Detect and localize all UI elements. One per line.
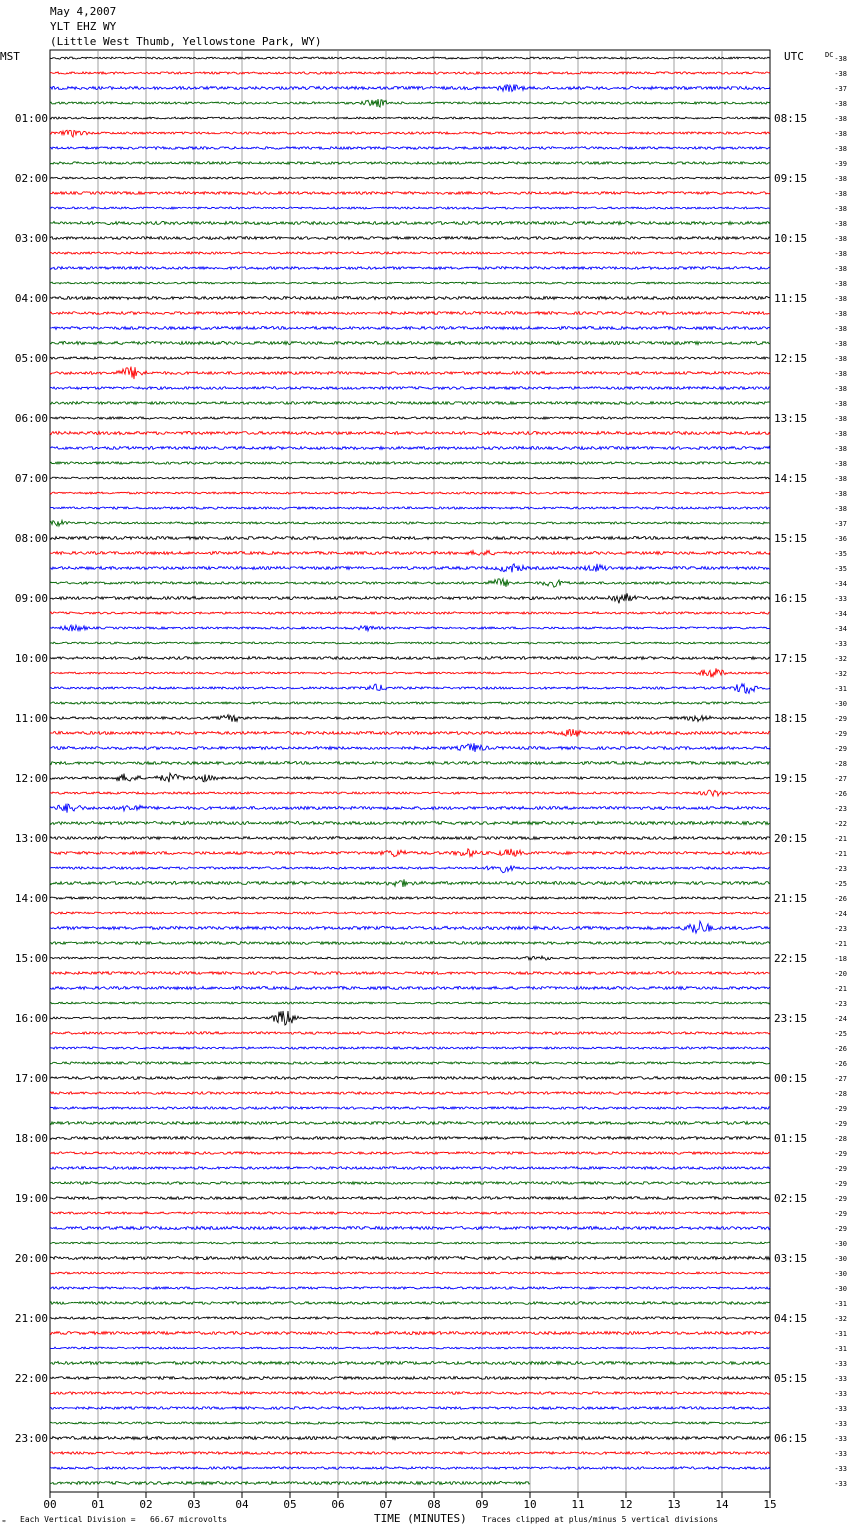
dc-offset-label: -38 (834, 430, 847, 438)
seismic-trace (50, 1032, 770, 1034)
utc-hour-label: 04:15 (774, 1312, 808, 1325)
seismic-trace (50, 1212, 770, 1214)
dc-offset-label: -20 (834, 970, 847, 978)
mst-hour-label: 10:00 (14, 652, 48, 665)
seismic-trace (50, 282, 770, 284)
utc-hour-label: 10:15 (774, 232, 808, 245)
x-axis-title: TIME (MINUTES) (374, 1512, 467, 1525)
dc-offset-label: -38 (834, 100, 847, 108)
dc-offset-label: -29 (834, 1210, 847, 1218)
seismic-trace (50, 520, 770, 526)
dc-offset-label: -28 (834, 1135, 847, 1143)
seismic-trace (50, 1107, 770, 1109)
seismic-trace (50, 1011, 770, 1025)
mst-hour-label: 18:00 (14, 1132, 48, 1145)
dc-offset-label: -26 (834, 895, 847, 903)
dc-offset-label: -39 (834, 160, 847, 168)
seismic-trace (50, 1317, 770, 1319)
dc-offset-label: -32 (834, 655, 847, 663)
mst-hour-label: 17:00 (14, 1072, 48, 1085)
x-tick-label: 03 (187, 1498, 201, 1511)
dc-offset-label: -21 (834, 940, 847, 948)
mst-hour-label: 05:00 (14, 352, 48, 365)
dc-offset-label: -26 (834, 790, 847, 798)
mst-hour-label: 13:00 (14, 832, 48, 845)
dc-offset-label: -33 (834, 1465, 847, 1473)
seismic-trace (50, 297, 770, 300)
mst-hour-label: 14:00 (14, 892, 48, 905)
seismic-trace (50, 612, 770, 614)
seismic-trace (50, 715, 770, 722)
dc-offset-label: -18 (834, 955, 847, 963)
seismic-trace (50, 1407, 770, 1409)
x-tick-label: 13 (667, 1498, 681, 1511)
seismic-trace (50, 1422, 770, 1424)
dc-offset-label: -27 (834, 1075, 847, 1083)
seismic-trace (50, 987, 770, 990)
seismic-trace (50, 207, 770, 209)
dc-offset-label: -36 (834, 535, 847, 543)
seismic-trace (50, 866, 770, 873)
seismic-trace (50, 99, 770, 107)
dc-offset-label: -38 (834, 325, 847, 333)
seismic-trace (50, 507, 770, 509)
dc-offset-label: -32 (834, 1315, 847, 1323)
dc-offset-label: -38 (834, 370, 847, 378)
x-tick-label: 02 (139, 1498, 153, 1511)
seismic-trace (50, 1437, 770, 1440)
seismic-trace (50, 579, 770, 587)
seismic-trace (50, 117, 770, 119)
utc-hour-label: 05:15 (774, 1372, 808, 1385)
seismic-trace (50, 1122, 770, 1125)
dc-offset-label: -29 (834, 1195, 847, 1203)
x-tick-label: 05 (283, 1498, 297, 1511)
dc-offset-label: -38 (834, 115, 847, 123)
dc-offset-label: -33 (834, 1360, 847, 1368)
dc-offset-label: -24 (834, 910, 847, 918)
utc-hour-label: 01:15 (774, 1132, 808, 1145)
dc-offset-label: -38 (834, 460, 847, 468)
seismic-trace (50, 312, 770, 315)
dc-offset-label: -30 (834, 1255, 847, 1263)
station-code: YLT EHZ WY (50, 20, 117, 33)
x-tick-label: 09 (475, 1498, 489, 1511)
seismic-trace (50, 1227, 770, 1230)
dc-offset-label: -38 (834, 295, 847, 303)
dc-offset-label: -38 (834, 475, 847, 483)
dc-offset-label: -33 (834, 1435, 847, 1443)
clipping-note: Traces clipped at plus/minus 5 vertical divisions (482, 1515, 719, 1524)
dc-offset-label: -31 (834, 1330, 847, 1338)
chart-date: May 4,2007 (50, 5, 117, 18)
seismic-trace (50, 1467, 770, 1469)
dc-offset-label: -23 (834, 925, 847, 933)
mst-hour-label: 03:00 (14, 232, 48, 245)
seismic-trace (50, 1347, 770, 1349)
dc-offset-label: -31 (834, 685, 847, 693)
seismic-trace (50, 327, 770, 330)
seismic-trace (50, 668, 770, 677)
dc-offset-label: -38 (834, 70, 847, 78)
x-tick-label: 14 (715, 1498, 729, 1511)
dc-offset-label: -38 (834, 310, 847, 318)
seismic-trace (50, 804, 770, 813)
mst-hour-label: 12:00 (14, 772, 48, 785)
dc-offset-label: -38 (834, 355, 847, 363)
dc-offset-label: -38 (834, 220, 847, 228)
seismic-trace (50, 684, 770, 694)
seismic-trace (50, 1197, 770, 1200)
dc-offset-label: -21 (834, 850, 847, 858)
mst-hour-label: 21:00 (14, 1312, 48, 1325)
seismic-trace (50, 432, 770, 435)
seismic-trace (50, 147, 770, 150)
dc-offset-label: -29 (834, 1180, 847, 1188)
dc-offset-label: -21 (834, 835, 847, 843)
x-tick-label: 10 (523, 1498, 537, 1511)
dc-offset-label: -38 (834, 385, 847, 393)
x-tick-label: 15 (763, 1498, 777, 1511)
dc-offset-label: -38 (834, 235, 847, 243)
seismic-trace (50, 564, 770, 573)
x-tick-label: 00 (43, 1498, 57, 1511)
seismic-trace (50, 252, 770, 254)
seismic-trace (50, 790, 770, 796)
x-tick-label: 06 (331, 1498, 345, 1511)
seismic-trace (50, 237, 770, 240)
seismic-trace (50, 702, 770, 704)
dc-offset-label: -38 (834, 415, 847, 423)
seismic-trace (50, 72, 770, 74)
dc-offset-label: -26 (834, 1045, 847, 1053)
mst-hour-label: 15:00 (14, 952, 48, 965)
seismic-trace (50, 1242, 770, 1244)
seismic-trace (50, 341, 770, 344)
seismic-trace (50, 162, 770, 164)
seismic-trace (50, 921, 770, 933)
dc-offset-label: -23 (834, 1000, 847, 1008)
seismic-trace (50, 762, 770, 765)
dc-offset-label: -33 (834, 1420, 847, 1428)
utc-hour-label: 13:15 (774, 412, 808, 425)
utc-hour-label: 21:15 (774, 892, 808, 905)
seismic-trace (50, 956, 770, 960)
station-location: (Little West Thumb, Yellowstone Park, WY) (50, 35, 322, 48)
seismic-trace (50, 462, 770, 464)
dc-offset-label: -34 (834, 610, 847, 618)
right-axis-label: UTC (784, 50, 804, 63)
dc-offset-label: -29 (834, 1165, 847, 1173)
usgs-mark: ≈ (2, 1518, 6, 1525)
mst-hour-label: 23:00 (14, 1432, 48, 1445)
dc-offset-label: -21 (834, 985, 847, 993)
dc-offset-label: -38 (834, 130, 847, 138)
seismic-trace (50, 743, 770, 752)
dc-offset-label: -29 (834, 1120, 847, 1128)
utc-hour-label: 14:15 (774, 472, 808, 485)
x-tick-label: 12 (619, 1498, 633, 1511)
seismic-trace (50, 1047, 770, 1049)
mst-hour-label: 07:00 (14, 472, 48, 485)
x-tick-label: 07 (379, 1498, 393, 1511)
dc-offset-label: -26 (834, 1060, 847, 1068)
dc-offset-label: -33 (834, 595, 847, 603)
seismic-trace (50, 192, 770, 195)
x-tick-label: 04 (235, 1498, 249, 1511)
seismic-trace (50, 912, 770, 914)
dc-offset-label: -33 (834, 1375, 847, 1383)
seismic-trace (50, 357, 770, 359)
dc-offset-label: -29 (834, 1225, 847, 1233)
mst-hour-label: 04:00 (14, 292, 48, 305)
mst-hour-label: 08:00 (14, 532, 48, 545)
seismic-trace (50, 625, 770, 631)
mst-hour-label: 01:00 (14, 112, 48, 125)
seismic-trace (50, 1092, 770, 1094)
plot-frame (50, 50, 770, 1492)
dc-offset-label: -35 (834, 550, 847, 558)
seismic-trace (50, 1062, 770, 1064)
dc-offset-label: -33 (834, 1390, 847, 1398)
seismic-trace (50, 492, 770, 494)
mst-hour-label: 22:00 (14, 1372, 48, 1385)
dc-offset-label: -33 (834, 1405, 847, 1413)
dc-offset-label: -38 (834, 280, 847, 288)
dc-offset-label: -25 (834, 1030, 847, 1038)
x-tick-label: 08 (427, 1498, 441, 1511)
dc-offset-label: -22 (834, 820, 847, 828)
mst-hour-label: 09:00 (14, 592, 48, 605)
dc-offset-label: -23 (834, 805, 847, 813)
dc-offset-label: -32 (834, 670, 847, 678)
utc-hour-label: 19:15 (774, 772, 808, 785)
dc-offset-label: -38 (834, 490, 847, 498)
seismic-trace (50, 1302, 770, 1305)
utc-hour-label: 20:15 (774, 832, 808, 845)
dc-offset-label: -34 (834, 625, 847, 633)
seismic-trace (50, 879, 770, 887)
dc-offset-label: -28 (834, 760, 847, 768)
seismic-trace (50, 57, 770, 59)
dc-offset-label: -29 (834, 730, 847, 738)
utc-hour-label: 12:15 (774, 352, 808, 365)
seismic-trace (50, 897, 770, 899)
seismic-trace (50, 1392, 770, 1395)
dc-offset-label: -38 (834, 265, 847, 273)
dc-offset-label: -24 (834, 1015, 847, 1023)
seismic-trace (50, 1332, 770, 1335)
dc-offset-label: -31 (834, 1345, 847, 1353)
utc-hour-label: 15:15 (774, 532, 808, 545)
seismic-trace (50, 1137, 770, 1140)
utc-hour-label: 08:15 (774, 112, 808, 125)
seismic-trace (50, 267, 770, 270)
seismic-trace (50, 387, 770, 390)
utc-hour-label: 18:15 (774, 712, 808, 725)
dc-offset-label: -25 (834, 880, 847, 888)
dc-offset-label: -33 (834, 1450, 847, 1458)
seismic-trace (50, 447, 770, 450)
utc-hour-label: 22:15 (774, 952, 808, 965)
dc-offset-label: -30 (834, 700, 847, 708)
seismic-trace (50, 642, 770, 644)
x-tick-label: 11 (571, 1498, 585, 1511)
dc-offset-label: -34 (834, 580, 847, 588)
dc-offset-label: -37 (834, 520, 847, 528)
seismic-trace (50, 593, 770, 603)
seismic-trace (50, 367, 770, 380)
mst-hour-label: 19:00 (14, 1192, 48, 1205)
mst-hour-label: 20:00 (14, 1252, 48, 1265)
seismic-trace (50, 821, 770, 824)
seismic-trace (50, 1287, 770, 1289)
dc-offset-label: -38 (834, 250, 847, 258)
utc-hour-label: 09:15 (774, 172, 808, 185)
dc-offset-label: -30 (834, 1240, 847, 1248)
dc-offset-label: -30 (834, 1285, 847, 1293)
mst-hour-label: 16:00 (14, 1012, 48, 1025)
dc-offset-label: -38 (834, 205, 847, 213)
seismic-trace (50, 85, 770, 92)
dc-offset-label: -29 (834, 1150, 847, 1158)
vertical-division-note: Each Vertical Division = 66.67 microvolts (20, 1515, 228, 1524)
dc-offset-label: -30 (834, 1270, 847, 1278)
dc-offset-label: -23 (834, 865, 847, 873)
seismic-trace (50, 1182, 770, 1185)
dc-offset-label: -37 (834, 85, 847, 93)
seismic-trace (50, 1152, 770, 1154)
seismic-trace (50, 551, 770, 556)
mst-hour-label: 06:00 (14, 412, 48, 425)
seismic-trace (50, 837, 770, 840)
seismic-trace (50, 729, 770, 736)
seismic-trace (50, 1362, 770, 1365)
seismic-trace (50, 1002, 770, 1004)
dc-offset-label: -38 (834, 340, 847, 348)
seismic-trace (50, 1167, 770, 1170)
seismic-trace (50, 537, 770, 540)
utc-hour-label: 11:15 (774, 292, 808, 305)
dc-offset-label: -29 (834, 745, 847, 753)
seismic-trace (50, 177, 770, 179)
dc-offset-label: -33 (834, 1480, 847, 1488)
dc-offset-label: -38 (834, 175, 847, 183)
utc-hour-label: 06:15 (774, 1432, 808, 1445)
mst-hour-label: 11:00 (14, 712, 48, 725)
dc-offset-label: -31 (834, 1300, 847, 1308)
seismic-trace (50, 402, 770, 405)
seismic-trace (50, 942, 770, 945)
dc-offset-label: -33 (834, 640, 847, 648)
x-tick-label: 01 (91, 1498, 105, 1511)
seismic-trace (50, 222, 770, 225)
seismic-trace (50, 657, 770, 660)
utc-hour-label: 00:15 (774, 1072, 808, 1085)
dc-offset-label: -28 (834, 1090, 847, 1098)
mst-hour-label: 02:00 (14, 172, 48, 185)
dc-offset-label: -35 (834, 565, 847, 573)
utc-hour-label: 03:15 (774, 1252, 808, 1265)
utc-hour-label: 02:15 (774, 1192, 808, 1205)
dc-offset-label: -38 (834, 505, 847, 513)
utc-hour-label: 23:15 (774, 1012, 808, 1025)
seismic-trace (50, 130, 770, 137)
dc-offset-label: -38 (834, 190, 847, 198)
seismic-trace (50, 1272, 770, 1274)
dc-offset-label: -38 (834, 445, 847, 453)
utc-hour-label: 17:15 (774, 652, 808, 665)
seismic-trace (50, 1377, 770, 1380)
seismic-trace (50, 1452, 770, 1455)
seismic-trace (50, 972, 770, 975)
dc-offset-label: -38 (834, 145, 847, 153)
dc-label: DC (825, 51, 834, 59)
dc-offset-label: -29 (834, 1105, 847, 1113)
left-axis-label: MST (0, 50, 20, 63)
seismic-trace (50, 1077, 770, 1080)
seismic-trace (50, 417, 770, 419)
dc-offset-label: -29 (834, 715, 847, 723)
dc-offset-label: -38 (834, 400, 847, 408)
dc-offset-label: -27 (834, 775, 847, 783)
seismic-trace (50, 849, 770, 857)
seismic-trace (50, 773, 770, 782)
utc-hour-label: 16:15 (774, 592, 808, 605)
seismic-trace (50, 1257, 770, 1260)
seismic-trace (50, 477, 770, 479)
dc-offset-label: -38 (834, 55, 847, 63)
